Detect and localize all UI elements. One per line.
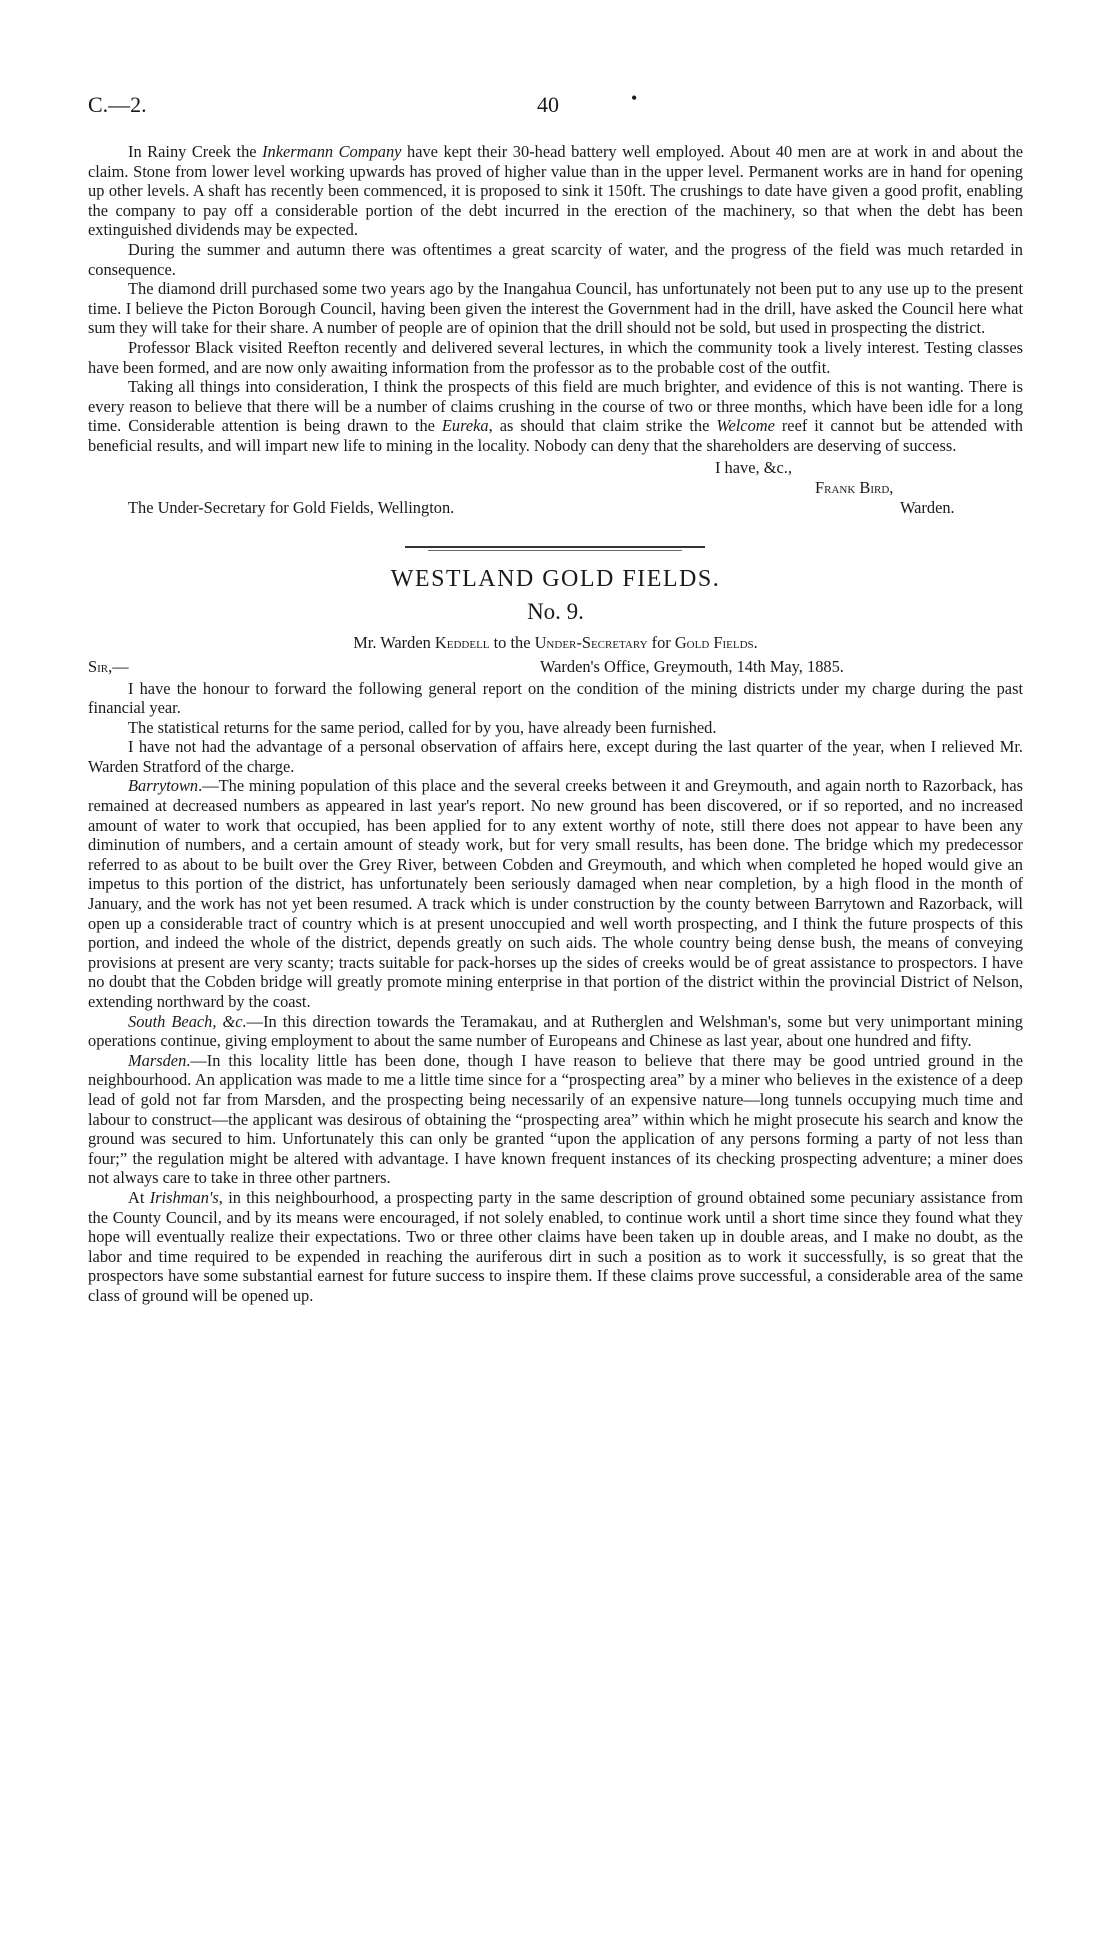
report-body-inangahua: [88, 142, 1023, 456]
place-name: Marsden: [128, 1050, 187, 1070]
recipient-title: Under-Secretary: [534, 632, 648, 652]
text-run: —In this direction towards the Teramakau, and at Rutherglen and Welshman's, some but very unimportant mining operations continue, giving employment to about the same number of Europeans and Chinese as last year, about one hundred and fifty.: [88, 1011, 1023, 1051]
claim-name: Eureka: [441, 416, 489, 436]
text-run: , in this neighbourhood, a prospecting party in the same description of ground obtained some pecuniary assistance from the County Council, and by its means were encouraged, if not solely enabled, to continue work until a short time since they found what they hope will eventually realize their expectations. Two or three other claims have been taken up in double areas, and I make no doubt, as the labor and time required to be expended in reaching the auriferous dirt in such a position as to work it successfully, is so great that the prospectors have some substantial earnest for future success to inspire them. If these claims prove successful, a considerable area of the same class of ground will be opened up.: [88, 1187, 1023, 1305]
text-run: .—The mining population of this place and the several creeks between it and Greymouth, and again north to Razorback, has remained at decreased numbers as appeared in last year's report. No new ground has been discovered, or if so reported, and no increased amount of water to work that occupied, has been applied for to any extent worthy of note, still there does not appear to have been any diminution of numbers, and a certain amount of steady work, but for very small results, has been done. The bridge which my predecessor referred to as about to be built over the Grey River, between Cobden and Greymouth, and which when completed he hoped would give an impetus to this portion of the district, has unfortunately been seriously damaged when near completion, by a high flood in the month of January, and the work has not yet been resumed. A track which is under construction by the county between Barrytown and Razorback, will open up a considerable tract of country which is at present unoccupied and well worth prospecting, and I think the future prospects of this portion, and indeed the whole of the district, depends greatly on such aids. The whole country being dense bush, the means of conveying provisions at present are very scanty; tracts suitable for pack-horses up the sides of creeks would be of great assistance to prospectors. I have no doubt that the Cobden bridge will greatly promote mining enterprise in that portion of the district within the provincial District of Nelson, extending northward by the coast.: [88, 776, 1023, 1011]
text-run: .—In this locality little has been done, though I have reason to believe that there may be good untried ground in the neighbourhood. An application was made to me a little time since for a “prospecting area” by a miner who believes in the existence of a deep lead of gold not far from Marsden, and the prospecting being necessarily of an expensive nature—long tunnels occupying much time and labour to construct—the applicant was desirous of obtaining the “prospecting area” within which he might prosecute his search and know the ground was secured to him. Unfortunately this can only be granted “upon the application of any persons forming a party of not less than four;” the regulation might be altered with advantage. I have known frequent instances of its checking prospecting adventure; a miner does not always care to take in three other partners.: [88, 1050, 1023, 1188]
text-run: reef it cannot but be attended with beneficial results, and will impart new life to mining in the locality. Nobody can deny that the shareholders are deserving of success.: [88, 416, 1023, 455]
section-title: WESTLAND GOLD FIELDS.: [390, 565, 721, 592]
paragraph-honour: I have the honour to forward the following general report on the condition of the mining districts under my charge during the past financial year.: [88, 678, 1023, 718]
salutation-line: [88, 657, 1023, 679]
department-name: Gold Fields: [674, 632, 754, 652]
page-header: [88, 88, 1023, 128]
place-name: South Beach, &c.: [128, 1011, 247, 1031]
text-run: Mr. Warden: [353, 632, 435, 652]
document-code: C.—2.: [88, 92, 147, 117]
signatory-name: Frank Bird,: [815, 477, 894, 497]
paragraph-prospects: [88, 377, 1023, 455]
section-divider: [88, 538, 1023, 560]
paragraph-diamond-drill: The diamond drill purchased some two years ago by the Inangahua Council, has unfortunately not been put to any use up to the present time. I believe the Picton Borough Council, having been given the interest the Government had in the drill, have asked the Council here what sum they will take for their share. A number of people are of opinion that the drill should not be sold, but used in prospecting the district.: [88, 279, 1023, 338]
text-run: to the: [489, 632, 535, 652]
paragraph-barrytown: [88, 776, 1023, 1011]
report-number: No. 9.: [527, 598, 584, 624]
paragraph-south-beach: [88, 1012, 1023, 1051]
signatory-role: Warden.: [900, 497, 955, 517]
divider-line: [405, 546, 705, 548]
place-name: Barrytown: [128, 776, 199, 796]
warden-name: Keddell: [434, 632, 490, 652]
paragraph-statistics: The statistical returns for the same period, called for by you, have already been furnished.: [128, 717, 717, 737]
reef-name: Welcome: [716, 416, 775, 436]
office-date: Warden's Office, Greymouth, 14th May, 1885.: [540, 656, 844, 676]
report-from-line: [88, 633, 1023, 653]
document-page: [88, 88, 1023, 1306]
signature-block: [88, 456, 1023, 538]
salutation: Sir,—: [88, 656, 129, 676]
header-dot: •: [631, 88, 638, 108]
paragraph-personal-observation: I have not had the advantage of a personal observation of affairs here, except during the last quarter of the year, when I relieved Mr. Warden Stratford of the charge.: [88, 737, 1023, 776]
report-body-westland: [88, 679, 1023, 1306]
paragraph-rainy-creek: [88, 142, 1023, 240]
addressee: The Under-Secretary for Gold Fields, Wellington.: [128, 497, 455, 517]
text-run: , as should that claim strike the: [488, 416, 717, 436]
text-run: In Rainy Creek the: [128, 142, 263, 161]
text-run: have kept their 30-head battery well employed. About 40 men are at work in and about the claim. Stone from lower level working upwards has proved of higher value than in the upper level. Permanent works are in hand for opening up other levels. A shaft has recently been commenced, it is proposed to sink it 150ft. The crushings to date have given a good profit, enabling the company to pay off a considerable portion of the debt incurred in the erection of the machinery, so that when the debt has been extinguished dividends may be expected.: [88, 142, 1023, 240]
company-name: Inkermann Company: [262, 142, 402, 161]
text-run: At: [128, 1187, 150, 1207]
text-run: .: [753, 632, 758, 652]
divider-line-thin: [428, 550, 682, 551]
place-name: Irishman's: [149, 1187, 219, 1207]
closing-phrase: I have, &c.,: [715, 457, 792, 477]
page-number: 40: [537, 92, 559, 117]
paragraph-water-scarcity: During the summer and autumn there was oftentimes a great scarcity of water, and the progress of the field was much retarded in consequence.: [88, 239, 1023, 279]
text-run: Taking all things into consideration, I think the prospects of this field are much brighter, and evidence of this is not wanting. There is every reason to believe that there will be a number of claims crushing in the course of two or three months, which have been idle for a long time. Considerable attention is being drawn to the: [88, 377, 1023, 436]
text-run: for: [647, 632, 675, 652]
paragraph-marsden: [88, 1051, 1023, 1188]
paragraph-professor-black: Professor Black visited Reefton recently and delivered several lectures, in which the community took a lively interest. Testing classes have been formed, and are now only awaiting information from the professor as to the probable cost of the outfit.: [88, 337, 1023, 377]
paragraph-irishmans: [88, 1188, 1023, 1306]
